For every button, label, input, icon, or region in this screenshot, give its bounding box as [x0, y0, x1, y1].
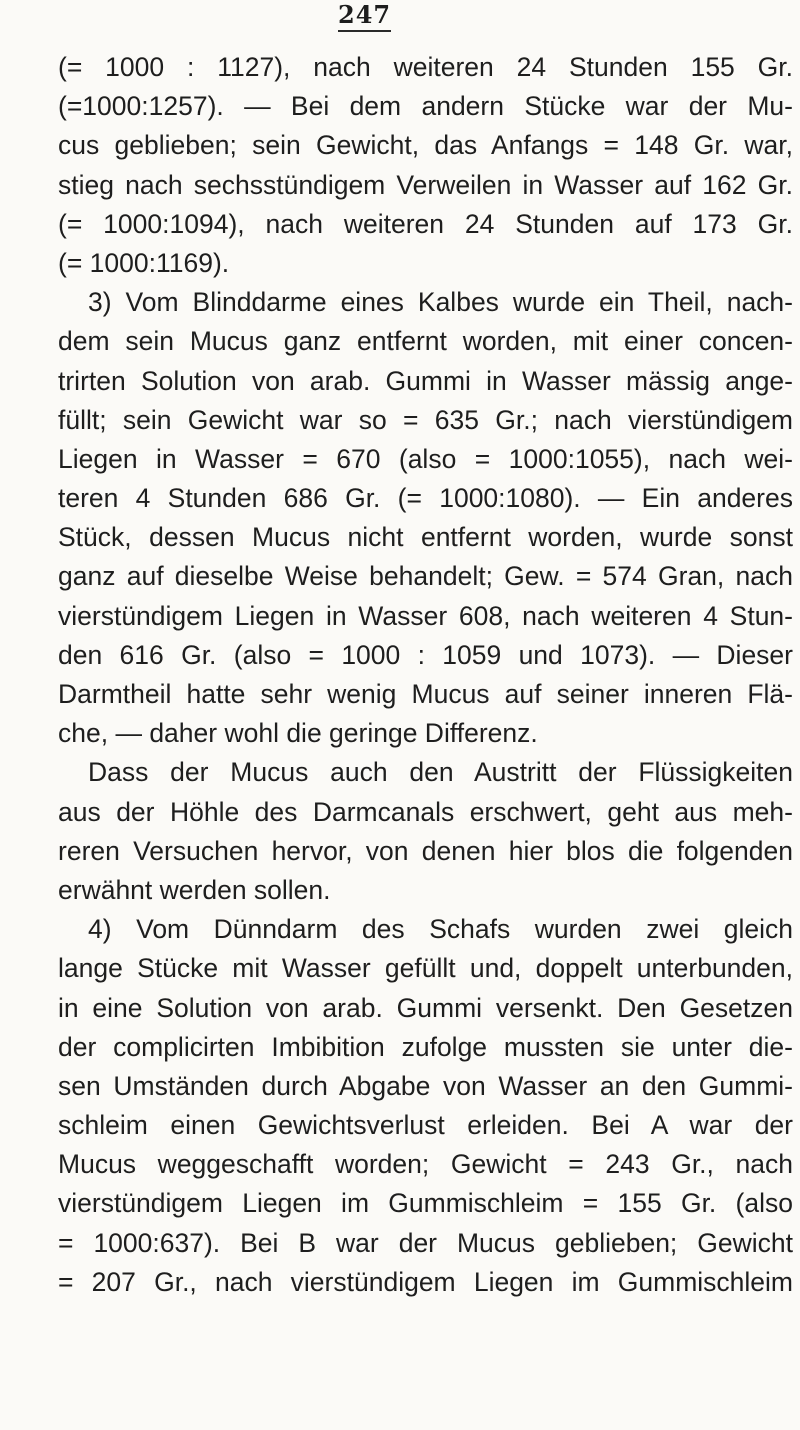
- text-line: reren Versuchen hervor, von denen hier blos die folgenden: [58, 835, 793, 866]
- text-line: vierstündigem Liegen im Gummischleim = 155 Gr. (also: [58, 1188, 793, 1219]
- text-line: Dass der Mucus auch den Austritt der Flüssigkeiten: [88, 757, 793, 788]
- text-line: in eine Solution von arab. Gummi versenkt. Den Gesetzen: [58, 992, 793, 1023]
- text-line: füllt; sein Gewicht war so = 635 Gr.; nach vierstündigem: [58, 404, 793, 435]
- text-line: cus geblieben; sein Gewicht, das Anfangs = 148 Gr. war,: [58, 130, 793, 161]
- text-line: (=1000:1257). — Bei dem andern Stücke war der Mu-: [58, 91, 793, 122]
- text-line: sen Umständen durch Abgabe von Wasser an den Gummi-: [58, 1070, 793, 1101]
- text-line: = 207 Gr., nach vierstündigem Liegen im Gummischleim: [58, 1266, 793, 1297]
- text-line: 4) Vom Dünndarm des Schafs wurden zwei gleich: [88, 914, 793, 945]
- text-line: che, — daher wohl die geringe Differenz.: [58, 718, 538, 749]
- body-text: [58, 48, 793, 1302]
- text-line: vierstündigem Liegen in Wasser 608, nach weiteren 4 Stun-: [58, 600, 793, 631]
- text-line: erwähnt werden sollen.: [58, 874, 331, 905]
- text-line: (= 1000:1094), nach weiteren 24 Stunden auf 173 Gr.: [58, 208, 793, 239]
- text-line: schleim einen Gewichtsverlust erleiden. Bei A war der: [58, 1110, 793, 1141]
- text-line: = 1000:637). Bei B war der Mucus geblieben; Gewicht: [58, 1227, 793, 1258]
- text-line: 3) Vom Blinddarme eines Kalbes wurde ein Theil, nach-: [88, 287, 793, 318]
- text-line: teren 4 Stunden 686 Gr. (= 1000:1080). — Ein anderes: [58, 483, 793, 514]
- text-line: Liegen in Wasser = 670 (also = 1000:1055), nach wei-: [58, 443, 793, 474]
- page-number: 247: [338, 2, 391, 32]
- text-line: Darmtheil hatte sehr wenig Mucus auf seiner inneren Flä-: [58, 679, 793, 709]
- text-line: stieg nach sechsstündigem Verweilen in Wasser auf 162 Gr.: [58, 169, 793, 200]
- text-line: der complicirten Imbibition zufolge mussten sie unter die-: [58, 1031, 793, 1062]
- text-line: aus der Höhle des Darmcanals erschwert, geht aus meh-: [58, 796, 793, 827]
- text-line: ganz auf dieselbe Weise behandelt; Gew. = 574 Gran, nach: [58, 561, 793, 592]
- text-line: trirten Solution von arab. Gummi in Wasser mässig ange-: [58, 365, 793, 396]
- text-line: (= 1000 : 1127), nach weiteren 24 Stunden 155 Gr.: [58, 52, 793, 82]
- text-line: Mucus weggeschafft worden; Gewicht = 243 Gr., nach: [58, 1149, 793, 1180]
- text-line: den 616 Gr. (also = 1000 : 1059 und 1073). — Dieser: [58, 639, 793, 670]
- text-line: (= 1000:1169).: [58, 247, 230, 278]
- text-line: lange Stücke mit Wasser gefüllt und, doppelt unterbunden,: [58, 953, 793, 984]
- text-line: dem sein Mucus ganz entfernt worden, mit einer concen-: [58, 326, 793, 357]
- text-line: Stück, dessen Mucus nicht entfernt worden, wurde sonst: [58, 522, 793, 553]
